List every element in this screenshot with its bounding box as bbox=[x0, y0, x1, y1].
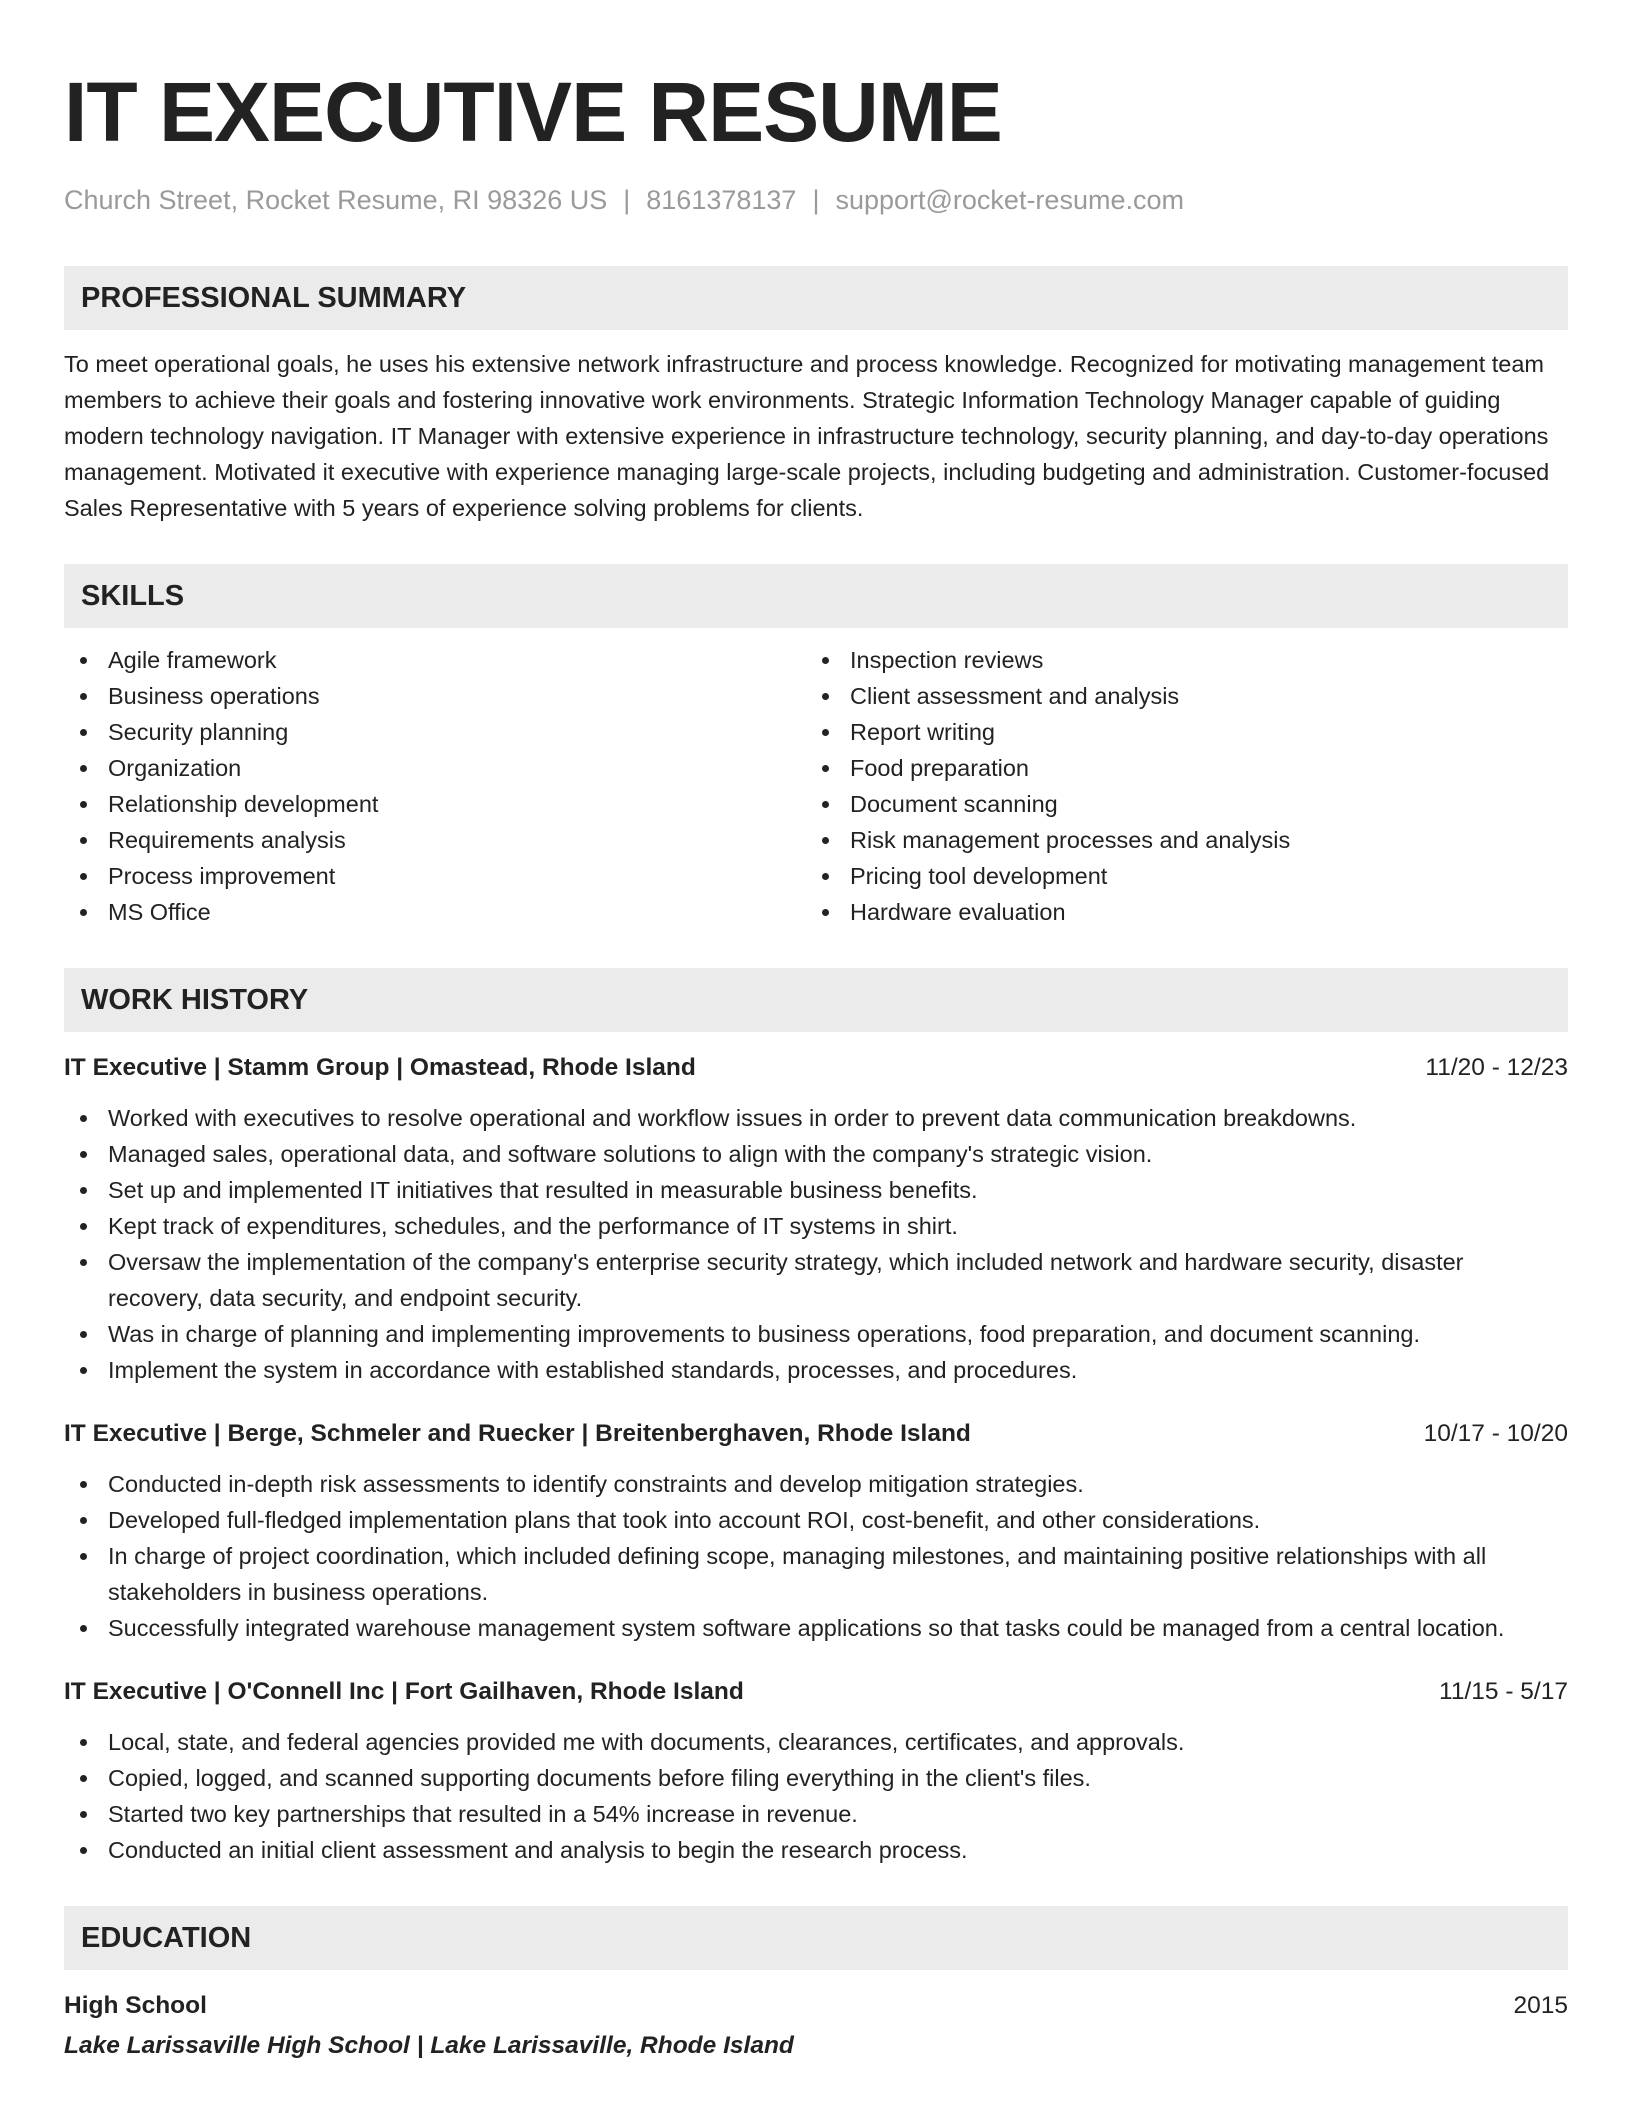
job-bullet: Copied, logged, and scanned supporting documents before filing everything in the client's files. bbox=[64, 1760, 1568, 1796]
job-bullet: Kept track of expenditures, schedules, and the performance of IT systems in shirt. bbox=[64, 1208, 1568, 1244]
skill-item: Client assessment and analysis bbox=[806, 678, 1548, 714]
job-dates: 11/20 - 12/23 bbox=[1425, 1054, 1568, 1081]
job-entry bbox=[64, 1416, 1568, 1646]
skill-item: Report writing bbox=[806, 714, 1548, 750]
skill-item: MS Office bbox=[64, 894, 806, 930]
job-header bbox=[64, 1674, 1568, 1710]
section-header-skills: SKILLS bbox=[64, 564, 1568, 628]
education-school: Lake Larissaville High School | Lake Larissaville, Rhode Island bbox=[64, 2032, 794, 2059]
skills-list-right bbox=[806, 642, 1548, 930]
contact-separator: | bbox=[623, 185, 631, 215]
summary-text: To meet operational goals, he uses his extensive network infrastructure and process knowledge. Recognized for motivating management team members to achieve their goals and fostering innovative work environments. Strategic Information Technology Manager capable of guiding modern technology navigation. IT Manager with extensive experience in infrastructure technology, security planning, and day-to-day operations management. Motivated it executive with experience managing large-scale projects, including budgeting and administration. Customer-focused Sales Representative with 5 years of experience solving problems for clients. bbox=[64, 351, 1550, 521]
skill-item: Pricing tool development bbox=[806, 858, 1548, 894]
job-bullet: Was in charge of planning and implementing improvements to business operations, food preparation, and document scanning. bbox=[64, 1316, 1568, 1352]
resume-title: IT EXECUTIVE RESUME bbox=[64, 65, 1002, 159]
contact-phone: 8161378137 bbox=[646, 185, 797, 215]
skill-item: Inspection reviews bbox=[806, 642, 1548, 678]
contact-line bbox=[64, 182, 1568, 218]
section-header-summary: PROFESSIONAL SUMMARY bbox=[64, 266, 1568, 330]
skill-item: Agile framework bbox=[64, 642, 806, 678]
skill-item: Document scanning bbox=[806, 786, 1548, 822]
job-bullet: Successfully integrated warehouse management system software applications so that tasks could be managed from a central location. bbox=[64, 1610, 1568, 1646]
skill-item: Security planning bbox=[64, 714, 806, 750]
skills-columns bbox=[64, 642, 1568, 930]
job-entry bbox=[64, 1050, 1568, 1388]
job-bullet: Developed full-fledged implementation plans that took into account ROI, cost-benefit, and other considerations. bbox=[64, 1502, 1568, 1538]
job-title: IT Executive | Stamm Group | Omastead, Rhode Island bbox=[64, 1054, 696, 1081]
job-entry bbox=[64, 1674, 1568, 1868]
job-bullet: Oversaw the implementation of the company's enterprise security strategy, which included network and hardware security, disaster recovery, data security, and endpoint security. bbox=[64, 1244, 1568, 1316]
job-header bbox=[64, 1050, 1568, 1086]
skill-item: Food preparation bbox=[806, 750, 1548, 786]
skill-item: Business operations bbox=[64, 678, 806, 714]
skill-item: Organization bbox=[64, 750, 806, 786]
job-bullet: In charge of project coordination, which included defining scope, managing milestones, and maintaining positive relationships with all stakeholders in business operations. bbox=[64, 1538, 1568, 1610]
contact-separator: | bbox=[812, 185, 820, 215]
job-bullets bbox=[64, 1466, 1568, 1646]
skill-item: Risk management processes and analysis bbox=[806, 822, 1548, 858]
job-bullet: Started two key partnerships that resulted in a 54% increase in revenue. bbox=[64, 1796, 1568, 1832]
job-title: IT Executive | O'Connell Inc | Fort Gailhaven, Rhode Island bbox=[64, 1678, 744, 1705]
job-bullet: Conducted an initial client assessment and analysis to begin the research process. bbox=[64, 1832, 1568, 1868]
section-header-education: EDUCATION bbox=[64, 1906, 1568, 1970]
education-entry bbox=[64, 1988, 1568, 2066]
education-degree: High School bbox=[64, 1992, 207, 2019]
job-bullet: Implement the system in accordance with established standards, processes, and procedures. bbox=[64, 1352, 1568, 1388]
contact-email: support@rocket-resume.com bbox=[835, 185, 1184, 215]
job-bullet: Set up and implemented IT initiatives that resulted in measurable business benefits. bbox=[64, 1172, 1568, 1208]
job-bullet: Worked with executives to resolve operational and workflow issues in order to prevent data communication breakdowns. bbox=[64, 1100, 1568, 1136]
section-header-work-history: WORK HISTORY bbox=[64, 968, 1568, 1032]
education-year: 2015 bbox=[1513, 1992, 1568, 2019]
contact-address: Church Street, Rocket Resume, RI 98326 US bbox=[64, 185, 608, 215]
job-bullets bbox=[64, 1724, 1568, 1868]
education-header bbox=[64, 1988, 1568, 2024]
skills-list-left bbox=[64, 642, 806, 930]
job-title: IT Executive | Berge, Schmeler and Ruecker | Breitenberghaven, Rhode Island bbox=[64, 1420, 971, 1447]
job-dates: 10/17 - 10/20 bbox=[1423, 1420, 1568, 1447]
skill-item: Process improvement bbox=[64, 858, 806, 894]
skill-item: Relationship development bbox=[64, 786, 806, 822]
skill-item: Requirements analysis bbox=[64, 822, 806, 858]
job-bullet: Local, state, and federal agencies provided me with documents, clearances, certificates, and approvals. bbox=[64, 1724, 1568, 1760]
job-bullets bbox=[64, 1100, 1568, 1388]
job-header bbox=[64, 1416, 1568, 1452]
job-dates: 11/15 - 5/17 bbox=[1439, 1678, 1568, 1705]
skill-item: Hardware evaluation bbox=[806, 894, 1548, 930]
job-bullet: Conducted in-depth risk assessments to identify constraints and develop mitigation strategies. bbox=[64, 1466, 1568, 1502]
job-bullet: Managed sales, operational data, and software solutions to align with the company's strategic vision. bbox=[64, 1136, 1568, 1172]
